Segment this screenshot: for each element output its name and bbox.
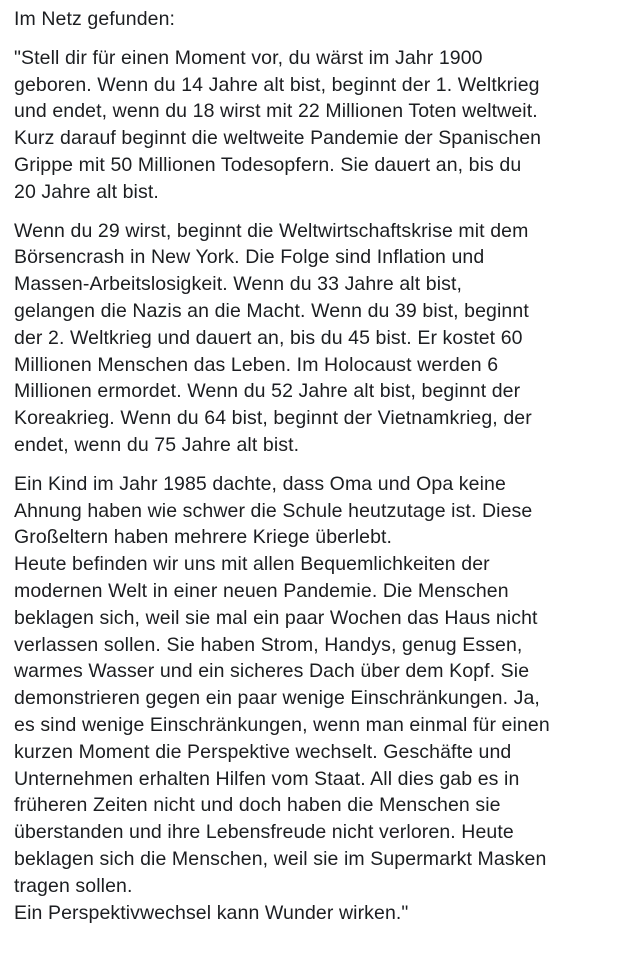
text-line: endet, wenn du 75 Jahre alt bist.: [14, 433, 300, 456]
text-line: Millionen Menschen das Leben. Im Holocaust werden 6: [14, 353, 499, 376]
text-line: "Stell dir für einen Moment vor, du wärst im Jahr 1900: [14, 46, 483, 69]
text-line: Großeltern haben mehrere Kriege überlebt.: [14, 526, 393, 549]
text-line: beklagen sich die Menschen, weil sie im Supermarkt Masken: [14, 847, 547, 870]
text-line: Unternehmen erhalten Hilfen vom Staat. All dies gab es in: [14, 767, 520, 790]
post-paragraph-1: [14, 45, 620, 206]
text-line: und endet, wenn du 18 wirst mit 22 Millionen Toten weltweit.: [14, 100, 538, 123]
text-line: Börsencrash in New York. Die Folge sind Inflation und: [14, 246, 485, 269]
text-line: überstanden und ihre Lebensfreude nicht verloren. Heute: [14, 821, 514, 844]
post-intro: Im Netz gefunden:: [14, 8, 176, 30]
text-line: 20 Jahre alt bist.: [14, 180, 159, 203]
text-line: es sind wenige Einschränkungen, wenn man einmal für einen: [14, 713, 550, 736]
text-line: verlassen sollen. Sie haben Strom, Handys, genug Essen,: [14, 633, 523, 656]
text-line: Koreakrieg. Wenn du 64 bist, beginnt der Vietnamkrieg, der: [14, 407, 532, 430]
text-line: Grippe mit 50 Millionen Todesopfern. Sie dauert an, bis du: [14, 153, 522, 176]
text-line: Millionen ermordet. Wenn du 52 Jahre alt bist, beginnt der: [14, 380, 521, 403]
text-line: gelangen die Nazis an die Macht. Wenn du 39 bist, beginnt: [14, 299, 529, 322]
text-line: früheren Zeiten nicht und doch haben die Menschen sie: [14, 794, 501, 817]
text-line: beklagen sich, weil sie mal ein paar Wochen das Haus nicht: [14, 606, 538, 629]
text-line: warmes Wasser und ein sicheres Dach über dem Kopf. Sie: [14, 660, 530, 683]
text-line: Ahnung haben wie schwer die Schule heutzutage ist. Diese: [14, 499, 533, 522]
text-line: geboren. Wenn du 14 Jahre alt bist, beginnt der 1. Weltkrieg: [14, 73, 540, 96]
text-line: Wenn du 29 wirst, beginnt die Weltwirtschaftskrise mit dem: [14, 219, 529, 242]
text-line: demonstrieren gegen ein paar wenige Einschränkungen. Ja,: [14, 687, 540, 710]
text-line: kurzen Moment die Perspektive wechselt. Geschäfte und: [14, 740, 512, 763]
text-line: Heute befinden wir uns mit allen Bequemlichkeiten der: [14, 553, 490, 576]
text-line: Ein Perspektivwechsel kann Wunder wirken.": [14, 901, 409, 924]
post-paragraph-3: [14, 471, 620, 927]
text-line: Kurz darauf beginnt die weltweite Pandemie der Spanischen: [14, 127, 542, 150]
text-line: der 2. Weltkrieg und dauert an, bis du 45 bist. Er kostet 60: [14, 326, 523, 349]
post-paragraph-2: [14, 218, 620, 459]
text-line: Ein Kind im Jahr 1985 dachte, dass Oma und Opa keine: [14, 472, 506, 495]
text-line: Massen-Arbeitslosigkeit. Wenn du 33 Jahre alt bist,: [14, 273, 463, 296]
text-line: tragen sollen.: [14, 874, 133, 897]
text-line: modernen Welt in einer neuen Pandemie. Die Menschen: [14, 579, 509, 602]
